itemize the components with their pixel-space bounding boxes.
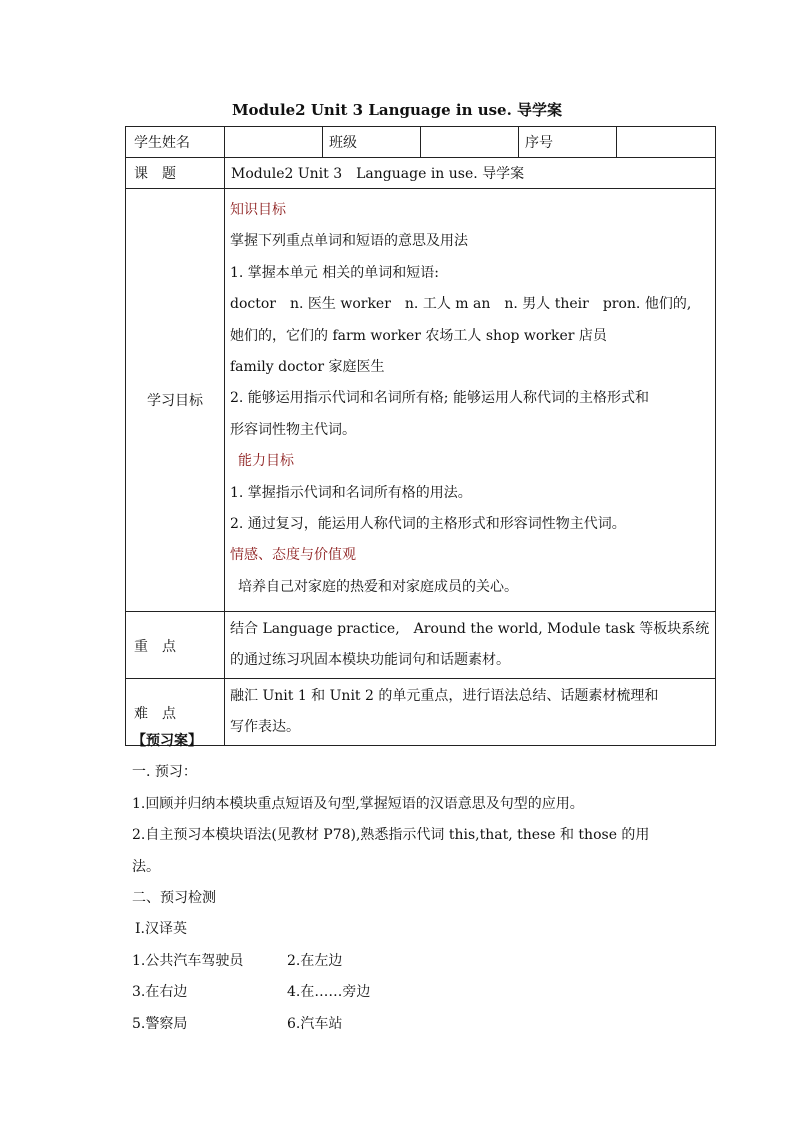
goals-line: family doctor 家庭医生: [230, 358, 385, 375]
preview-section1-heading: 一. 预习：: [132, 764, 197, 781]
goals-line: 2. 能够运用指示代词和名词所有格; 能够运用人称代词的主格形式和: [230, 390, 649, 407]
preview-item: 法。: [132, 858, 160, 875]
class-field[interactable]: [421, 127, 519, 158]
key-points-content: [225, 612, 716, 679]
key-points-row: [126, 612, 716, 679]
key-points-line: 的通过练习巩固本模块功能词句和话题素材。: [230, 652, 510, 669]
knowledge-heading: 知识目标: [230, 202, 286, 218]
question-row: [132, 946, 712, 977]
question-item: 4.在……旁边: [287, 984, 371, 1001]
key-points-label: 重 点: [126, 612, 225, 679]
document-title: Module2 Unit 3 Language in use. 导学案: [231, 101, 563, 119]
goals-line: 1. 掌握本单元 相关的单词和短语:: [230, 264, 439, 281]
student-name-field[interactable]: [225, 127, 323, 158]
question-row: [132, 1009, 712, 1040]
topic-label: 课 题: [126, 158, 225, 189]
preview-heading: 【预习案】: [132, 733, 202, 749]
question-item: 5.警察局: [132, 1015, 188, 1032]
preview-item: 2.自主预习本模块语法(见教材 P78),熟悉指示代词 this,that, these 和 those 的用: [132, 827, 650, 844]
difficulties-line: 融汇 Unit 1 和 Unit 2 的单元重点，进行语法总结、话题素材梳理和: [230, 688, 659, 705]
question-item: 2.在左边: [287, 952, 343, 969]
question-item: 3.在右边: [132, 984, 188, 1001]
question-item: 1.公共汽车驾驶员: [132, 952, 244, 969]
goals-line: doctor n. 医生 worker n. 工人 m an n. 男人 their pron. 他们的,: [230, 296, 692, 313]
question-item: 6.汽车站: [287, 1015, 343, 1032]
key-points-line: 结合 Language practice, Around the world, Module task 等板块系统: [230, 621, 710, 638]
number-field[interactable]: [617, 127, 716, 158]
translation-subheading: Ⅰ.汉译英: [135, 921, 187, 938]
goals-line: 她们的，它们的 farm worker 农场工人 shop worker 店员: [230, 327, 607, 344]
goals-line: 培养自己对家庭的热爱和对家庭成员的关心。: [238, 578, 518, 595]
goals-line: 1. 掌握指示代词和名词所有格的用法。: [230, 484, 472, 501]
topic-value: Module2 Unit 3 Language in use. 导学案: [225, 158, 716, 189]
difficulties-label: 难 点: [126, 679, 225, 746]
topic-row: [126, 158, 716, 189]
preview-item: 1.回顾并归纳本模块重点短语及句型,掌握短语的汉语意思及句型的应用。: [132, 795, 584, 812]
preview-section: [132, 726, 712, 1040]
preview-section2-heading: 二、预习检测: [132, 889, 216, 906]
number-label: 序号: [519, 127, 617, 158]
difficulties-line: 写作表达。: [230, 719, 300, 736]
goals-label: 学习目标: [126, 189, 225, 612]
class-label: 班级: [323, 127, 421, 158]
goals-line: 掌握下列重点单词和短语的意思及用法: [230, 233, 468, 250]
goals-content: [225, 189, 716, 612]
goals-line: 2. 通过复习，能运用人称代词的主格形式和形容词性物主代词。: [230, 515, 626, 532]
goals-row: [126, 189, 716, 612]
student-name-label: 学生姓名: [126, 127, 225, 158]
student-info-row: [126, 127, 716, 158]
question-row: [132, 977, 712, 1008]
ability-heading: 能力目标: [238, 453, 294, 470]
lesson-plan-table: [125, 126, 716, 746]
goals-line: 形容词性物主代词。: [230, 421, 356, 438]
emotion-heading: 情感、态度与价值观: [230, 547, 356, 564]
